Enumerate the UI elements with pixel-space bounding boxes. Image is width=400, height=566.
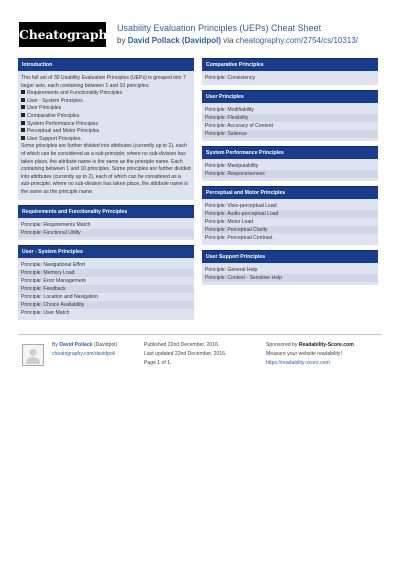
page-header	[0, 0, 400, 60]
page-title: Usability Evaluation Principles (UEPs) Cheat Sheet	[117, 23, 322, 33]
principle-row: Principle: User Match	[21, 309, 70, 316]
bullet-icon	[21, 128, 25, 132]
user-support-heading: User Support Principles	[202, 250, 378, 263]
author-link[interactable]: David Pollack (Davidpol)	[127, 36, 222, 45]
user-system-box	[18, 245, 194, 320]
bullet-icon	[21, 90, 25, 94]
footer-author-link[interactable]: David Pollack	[59, 342, 93, 348]
user-system-body	[18, 258, 194, 320]
left-column	[18, 58, 194, 325]
user-support-body	[202, 263, 378, 285]
list-item	[21, 121, 191, 129]
footer-dates-block	[144, 341, 226, 368]
system-performance-box	[202, 146, 378, 181]
footer-sponsor-block	[266, 341, 354, 368]
perceptual-motor-heading: Perceptual and Motor Principles	[202, 186, 378, 199]
principle-row: Principle: Context - Sensitive Help	[202, 274, 378, 282]
avatar[interactable]	[22, 344, 44, 366]
list-item	[21, 90, 191, 98]
principle-row: Principle: Error Management	[21, 277, 86, 284]
published-date: Published 22nd December, 2016.	[144, 342, 220, 348]
user-principles-body	[202, 103, 378, 141]
principle-row: Principle: Perceptual Contrast	[205, 235, 273, 241]
user-system-heading: User - System Principles	[18, 245, 194, 258]
principle-row: Principle: Manipulability	[205, 163, 259, 169]
bullet-icon	[21, 105, 25, 109]
page-count: Page 1 of 1.	[144, 360, 172, 366]
principle-row: Principle: General Help	[205, 267, 258, 273]
principle-row: Principle: Location and Navigation	[21, 293, 99, 300]
footer-author-url[interactable]: cheatography.com/davidpol/	[52, 351, 116, 357]
principle-row: Principle: Motor Load	[205, 219, 254, 225]
list-item	[21, 128, 191, 136]
sponsor-name[interactable]: Readability-Score.com	[298, 342, 354, 348]
footer-author-block	[52, 341, 117, 359]
principle-row: Principle: Requirements Match	[21, 221, 91, 228]
principle-row: Principle: Navigational Effort	[21, 261, 85, 268]
user-support-box	[202, 250, 378, 285]
sponsor-text: Measure your website readability!	[266, 351, 342, 357]
sheet-url-link[interactable]: cheatography.com/2754/cs/10313/	[235, 36, 358, 45]
list-item-label: User - System Principles	[27, 97, 83, 104]
requirements-functionality-heading: Requirements and Functionality Principles	[18, 205, 194, 218]
footer-author-handle: (Davidpol)	[93, 342, 118, 348]
list-item-label: System Performance Principles	[27, 120, 99, 127]
list-item	[21, 105, 191, 113]
comparative-body	[202, 71, 378, 85]
principle-row: Principle: Choice Availability	[18, 301, 194, 309]
list-item-label: Comparative Principles	[27, 112, 80, 119]
principle-row: Principle: Responsiveness	[202, 170, 378, 178]
principle-row: Principle: Accuracy of Content	[205, 123, 273, 129]
principle-row: Principle: Functional Utility	[18, 229, 194, 237]
bullet-icon	[21, 98, 25, 102]
intro-bullet-list	[21, 90, 191, 143]
byline-via: via	[223, 36, 234, 45]
list-item-label: User Support Principles	[27, 135, 81, 142]
sponsor-url[interactable]: https://readability-score.com	[266, 360, 330, 366]
list-item	[21, 136, 191, 144]
user-principles-box	[202, 90, 378, 141]
right-column	[202, 58, 378, 290]
list-item	[21, 98, 191, 106]
bullet-icon	[21, 121, 25, 125]
sponsor-prefix: Sponsored by	[266, 342, 298, 348]
intro-body	[18, 71, 194, 200]
updated-date: Last updated 22nd December, 2016.	[144, 351, 227, 357]
requirements-functionality-body	[18, 218, 194, 240]
principle-row: Principle: Consistency	[205, 75, 256, 81]
byline	[117, 35, 358, 46]
requirements-functionality-box	[18, 205, 194, 240]
bullet-icon	[21, 136, 25, 140]
intro-paragraph-1: This full set of 30 Usability Evaluation Principles (UEPs) is grouped into 7 larger sets, each containing between 1 and 10 principles:	[21, 75, 186, 89]
principle-row: Principle: Modifiability	[205, 107, 254, 113]
principle-row: Principle: Feedback	[18, 285, 194, 293]
perceptual-motor-body	[202, 199, 378, 245]
list-item-label: Perceptual and Motor Principles	[27, 128, 100, 135]
user-silhouette-icon	[23, 345, 43, 365]
user-principles-heading: User Principles	[202, 90, 378, 103]
principle-row: Principle: Audio-perceptual Load	[202, 210, 378, 218]
principle-row: Principle: Visio-perceptual Load	[205, 203, 277, 209]
page-footer	[18, 334, 382, 374]
list-item	[21, 113, 191, 121]
system-performance-heading: System Performance Principles	[202, 146, 378, 159]
intro-paragraph-2: Some principles are further divided into attributes (currently up to 2), each of which can be considered as a sub-principle; where no sub-division has taken place, the attribute name is the same as the principle name. Each containing between 1 and 10 principles. Some principles are further divided into attributes (currently up to 2), each of which can be considered as a sub-principle; where no sub-division has taken place, the attribute name is the same as the principle name.	[21, 143, 191, 195]
principle-row: Principle: Perceptual Clarity	[202, 226, 378, 234]
cheatography-logo[interactable]: Cheatography	[19, 22, 106, 47]
intro-heading: Introduction	[18, 58, 194, 71]
comparative-heading: Comparative Principles	[202, 58, 378, 71]
list-item-label: User Principles	[27, 105, 62, 112]
principle-row: Principle: Memory Load	[18, 269, 194, 277]
principle-row: Principle: Flexibility	[202, 114, 378, 122]
perceptual-motor-box	[202, 186, 378, 245]
footer-by: By	[52, 342, 58, 348]
list-item-label: Requirements and Functionality Principles	[27, 90, 123, 97]
principle-row: Principle: Salience	[202, 130, 378, 138]
comparative-box	[202, 58, 378, 85]
byline-by: by	[117, 36, 126, 45]
bullet-icon	[21, 113, 25, 117]
intro-box	[18, 58, 194, 200]
system-performance-body	[202, 159, 378, 181]
